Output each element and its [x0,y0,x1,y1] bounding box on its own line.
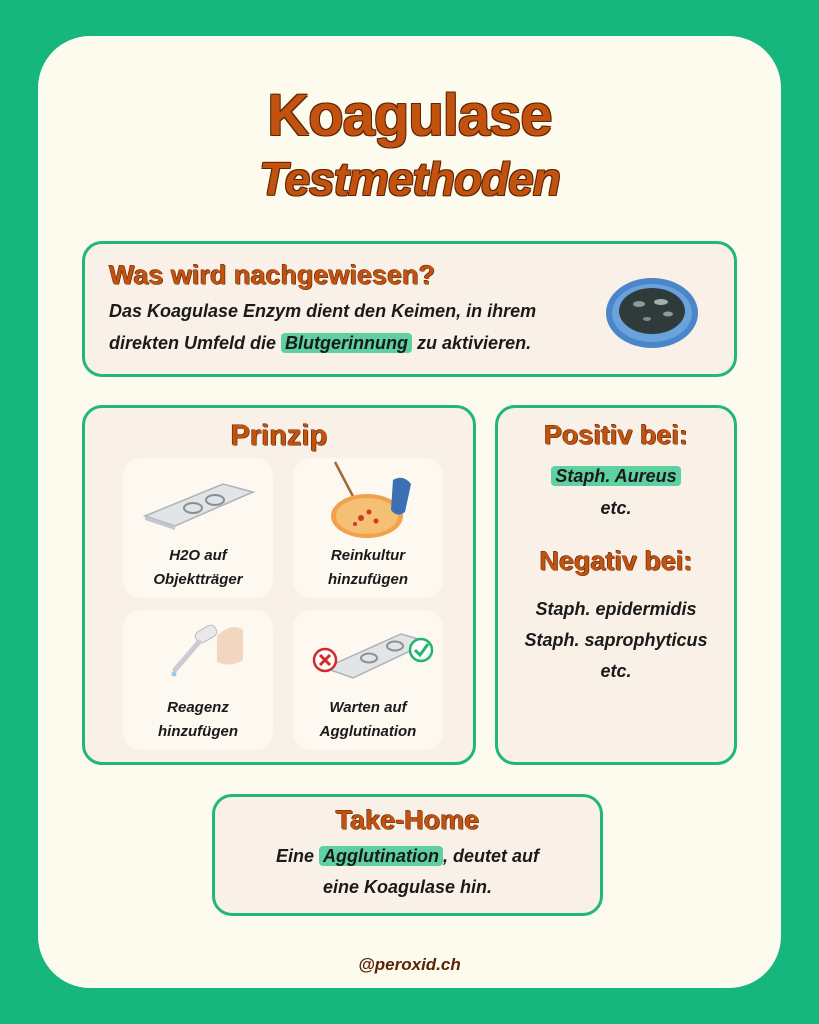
blutgerinnung-highlight: Blutgerinnung [281,333,412,353]
step-4-line2: Agglutination [319,723,417,740]
petri-dish-clot-icon [603,274,701,352]
positive-item [498,466,734,487]
pipette-icon [165,618,245,682]
detect-box [82,241,737,377]
results-box [495,405,737,765]
step-3-line2: hinzufügen [158,723,238,740]
step-1-line2: Objektträger [153,571,243,588]
principle-box [82,405,476,765]
takehome-line2: eine Koagulase hin. [322,877,493,897]
footer-handle: @peroxid.ch [358,955,461,974]
staph-aureus-highlight: Staph. Aureus [551,466,680,486]
step-1-line1: H2O auf [169,547,227,564]
step-4-line1: Warten auf [329,699,407,716]
detect-text-post: zu aktivieren. [412,333,532,353]
step-3 [123,610,273,750]
slide-check-icon [311,624,435,684]
detect-text-pre: direkten Umfeld die [109,333,282,353]
negative-heading: Negativ bei: [539,546,693,576]
takehome-line1 [215,846,600,867]
title-main: Koagulase [267,83,552,148]
glass-slide-icon [143,478,255,533]
step-2-line2: hinzufügen [328,571,408,588]
step-2-line1: Reinkultur [330,547,406,564]
negative-item-2: Staph. saprophyticus [524,630,708,650]
negative-item-3: etc. [600,661,632,681]
step-2 [293,458,443,598]
detect-heading: Was wird nachgewiesen? [109,260,436,290]
takehome-pre: Eine [275,846,319,866]
step-1 [123,458,273,598]
takehome-post: , deutet auf [442,846,539,866]
step-3-line1: Reagenz [167,699,229,716]
detect-text-line1: Das Koagulase Enzym dient den Keimen, in ihrem [109,301,537,321]
step-4 [293,610,443,750]
positive-etc: etc. [600,498,632,518]
agglutination-highlight: Agglutination [319,846,443,866]
takehome-box [212,794,603,916]
title-sub: Testmethoden [259,153,560,205]
positive-heading: Positiv bei: [543,420,689,450]
principle-heading: Prinzip [230,420,328,452]
detect-text-line2 [109,333,531,354]
takehome-heading: Take-Home [335,805,480,835]
negative-item-1: Staph. epidermidis [535,599,697,619]
petri-dish-culture-icon [321,460,421,540]
